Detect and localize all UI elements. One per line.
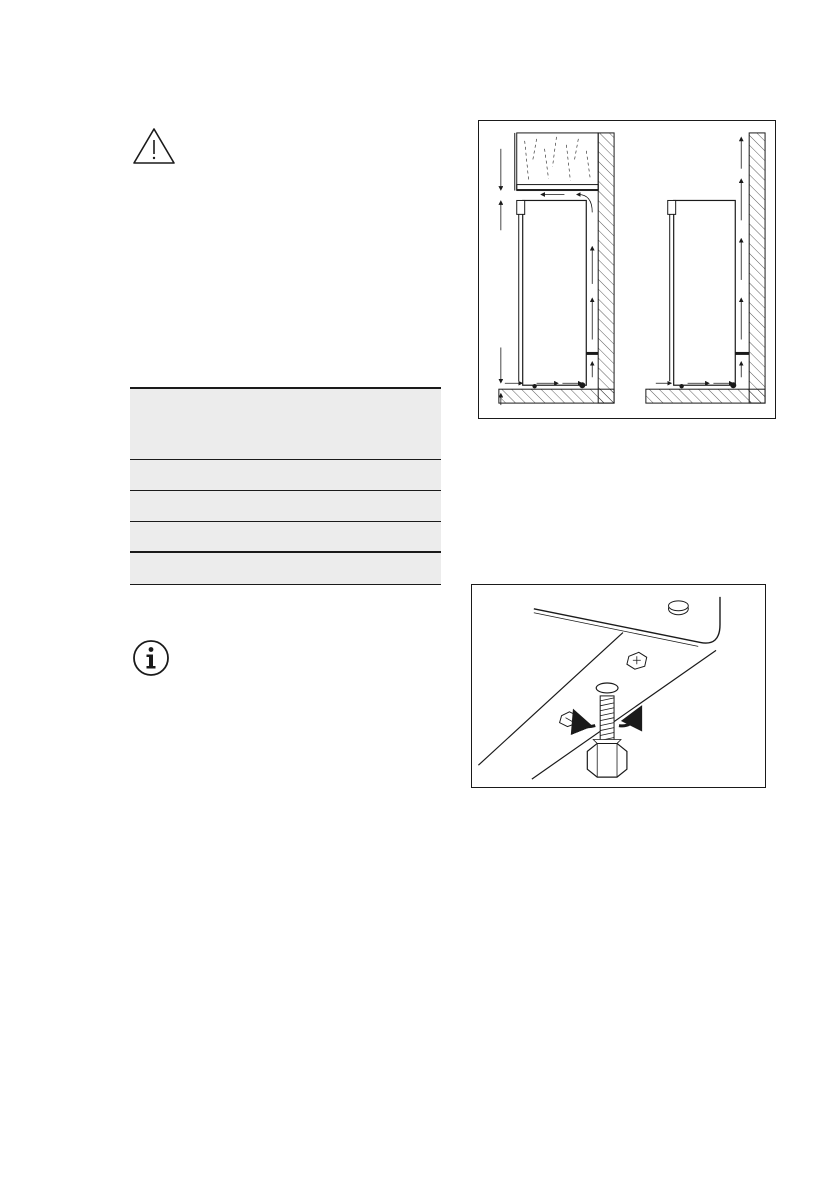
table-row [130, 491, 441, 522]
ventilation-clearance-diagram [478, 120, 776, 419]
table-row [130, 553, 441, 584]
table-row [130, 522, 441, 553]
info-icon [132, 639, 170, 677]
warning-icon [132, 127, 176, 165]
leveling-foot-diagram [471, 584, 766, 788]
table-row [130, 460, 441, 491]
specification-table [130, 387, 441, 585]
table-header-row [130, 389, 441, 460]
